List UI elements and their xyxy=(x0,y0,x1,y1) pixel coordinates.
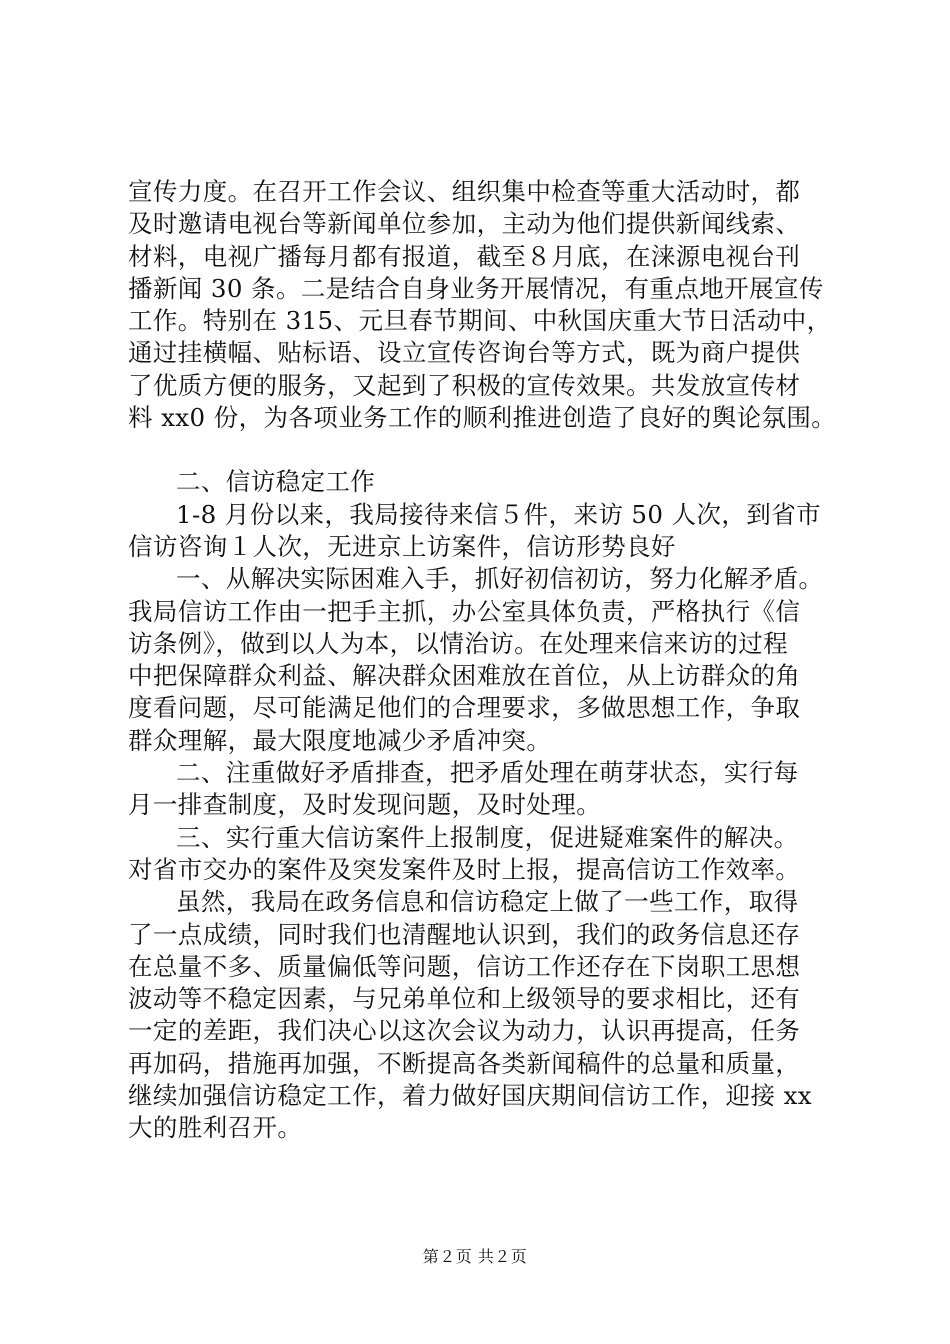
text-line: 信访咨询１人次，无进京上访案件，信访形势良好 xyxy=(128,531,676,561)
text-line: 及时邀请电视台等新闻单位参加，主动为他们提供新闻线索、 xyxy=(128,209,801,239)
section-heading: 二、信访稳定工作 xyxy=(176,467,376,497)
text-line: 了一点成绩，同时我们也清醒地认识到，我们的政务信息还存 xyxy=(128,919,801,949)
text-line: 我局信访工作由一把手主抓，办公室具体负责，严格执行《信 xyxy=(128,596,801,626)
text-line: 三、实行重大信访案件上报制度，促进疑难案件的解决。 xyxy=(176,822,799,852)
text-line: 工作。特别在 315、元旦春节期间、中秋国庆重大节日活动中， xyxy=(128,306,832,336)
text-line: 度看问题，尽可能满足他们的合理要求，多做思想工作，争取 xyxy=(128,693,801,723)
text-line: 波动等不稳定因素，与兄弟单位和上级领导的要求相比，还有 xyxy=(128,984,801,1014)
text-line: 了优质方便的服务，又起到了积极的宣传效果。共发放宣传材 xyxy=(128,370,801,400)
text-line: 群众理解，最大限度地减少矛盾冲突。 xyxy=(128,725,552,755)
text-line: 月一排查制度，及时发现问题，及时处理。 xyxy=(128,790,602,820)
text-line: 在总量不多、质量偏低等问题，信访工作还存在下岗职工思想 xyxy=(128,951,801,981)
text-line: 一定的差距，我们决心以这次会议为动力，认识再提高，任务 xyxy=(128,1016,801,1046)
text-line: 1-8 月份以来，我局接待来信５件，来访 50 人次，到省市 xyxy=(176,499,821,529)
text-line: 再加码，措施再加强，不断提高各类新闻稿件的总量和质量， xyxy=(128,1048,801,1078)
document-body xyxy=(128,176,848,1145)
paragraph-point-one xyxy=(128,563,848,757)
text-line: 通过挂横幅、贴标语、设立宣传咨询台等方式，既为商户提供 xyxy=(128,338,801,368)
text-line: 材料，电视广播每月都有报道，截至８月底，在涞源电视台刊 xyxy=(128,241,801,271)
paragraph-publicity xyxy=(128,176,848,434)
text-line: 对省市交办的案件及突发案件及时上报，提高信访工作效率。 xyxy=(128,854,801,884)
paragraph-gap xyxy=(128,434,848,466)
text-line: 虽然，我局在政务信息和信访稳定上做了一些工作，取得 xyxy=(176,887,799,917)
text-line: 料 xx0 份，为各项业务工作的顺利推进创造了良好的舆论氛围。 xyxy=(128,403,837,433)
text-line: 一、从解决实际困难入手，抓好初信初访，努力化解矛盾。 xyxy=(176,564,824,594)
text-line: 访条例》，做到以人为本，以情治访。在处理来信来访的过程 xyxy=(128,628,789,658)
paragraph-conclusion xyxy=(128,886,848,1144)
paragraph-point-two xyxy=(128,757,848,822)
text-line: 继续加强信访稳定工作，着力做好国庆期间信访工作，迎接 xx xyxy=(128,1081,813,1111)
text-line: 二、注重做好矛盾排查，把矛盾处理在萌芽状态，实行每 xyxy=(176,758,799,788)
paragraph-point-three xyxy=(128,822,848,887)
text-line: 播新闻 30 条。二是结合自身业务开展情况，有重点地开展宣传 xyxy=(128,273,824,303)
text-line: 大的胜利召开。 xyxy=(128,1113,303,1143)
page-number-footer: 第２页 共２页 xyxy=(422,1247,528,1266)
paragraph-summary xyxy=(128,499,848,564)
text-line: 宣传力度。在召开工作会议、组织集中检查等重大活动时，都 xyxy=(128,177,801,206)
text-line: 中把保障群众利益、解决群众困难放在首位，从上访群众的角 xyxy=(128,661,801,691)
